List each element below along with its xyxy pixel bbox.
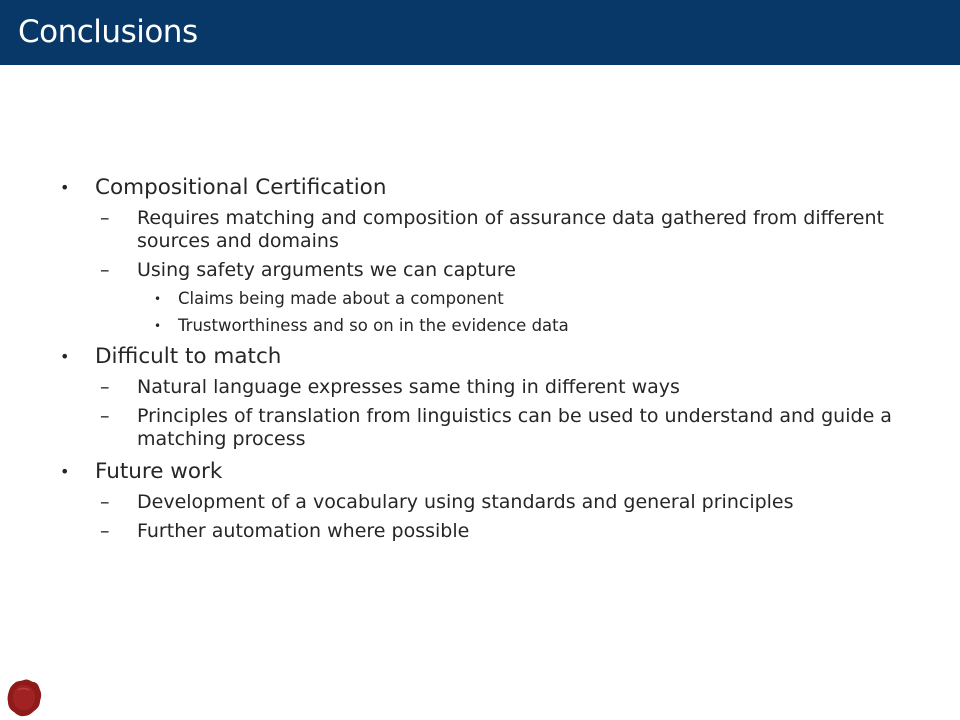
sub-bullet-text: Development of a vocabulary using standards and general principles: [137, 491, 794, 513]
bullet-text: Difficult to match: [95, 344, 282, 369]
slide-title: Conclusions: [18, 14, 198, 50]
bullet-item: [60, 457, 920, 487]
bullet-text: Future work: [95, 459, 223, 484]
bullet-marker: •: [60, 462, 70, 481]
dash-marker: –: [100, 405, 110, 427]
sub-sub-bullet-text: Trustworthiness and so on in the evidence data: [178, 316, 569, 335]
sub-sub-bullet-item: [60, 315, 920, 337]
dash-marker: –: [100, 207, 110, 229]
sub-bullet-text: Requires matching and composition of assurance data gathered from different sources and domains: [137, 207, 884, 252]
bullet-marker: •: [60, 178, 70, 197]
sub-sub-bullet-text: Claims being made about a component: [178, 289, 504, 308]
bullet-marker: •: [154, 292, 162, 306]
bullet-item: [60, 173, 920, 203]
sub-sub-bullet-item: [60, 288, 920, 310]
sub-bullet-item: [60, 405, 920, 451]
sub-bullet-item: [60, 259, 920, 282]
dash-marker: –: [100, 376, 110, 398]
bullet-item: [60, 342, 920, 372]
sub-bullet-text: Principles of translation from linguistics can be used to understand and guide a matching process: [137, 405, 892, 450]
sub-bullet-item: [60, 207, 920, 253]
sub-bullet-text: Natural language expresses same thing in different ways: [137, 376, 680, 398]
sub-bullet-item: [60, 491, 920, 514]
sub-bullet-item: [60, 376, 920, 399]
title-bar: [0, 0, 960, 65]
bullet-list: [60, 170, 920, 549]
dash-marker: –: [100, 520, 110, 542]
dash-marker: –: [100, 491, 110, 513]
sub-bullet-text: Using safety arguments we can capture: [137, 259, 516, 281]
wax-seal-icon: [4, 676, 44, 720]
dash-marker: –: [100, 259, 110, 281]
sub-bullet-text: Further automation where possible: [137, 520, 470, 542]
bullet-marker: •: [154, 319, 162, 333]
bullet-text: Compositional Certification: [95, 175, 387, 200]
bullet-marker: •: [60, 347, 70, 366]
sub-bullet-item: [60, 520, 920, 543]
